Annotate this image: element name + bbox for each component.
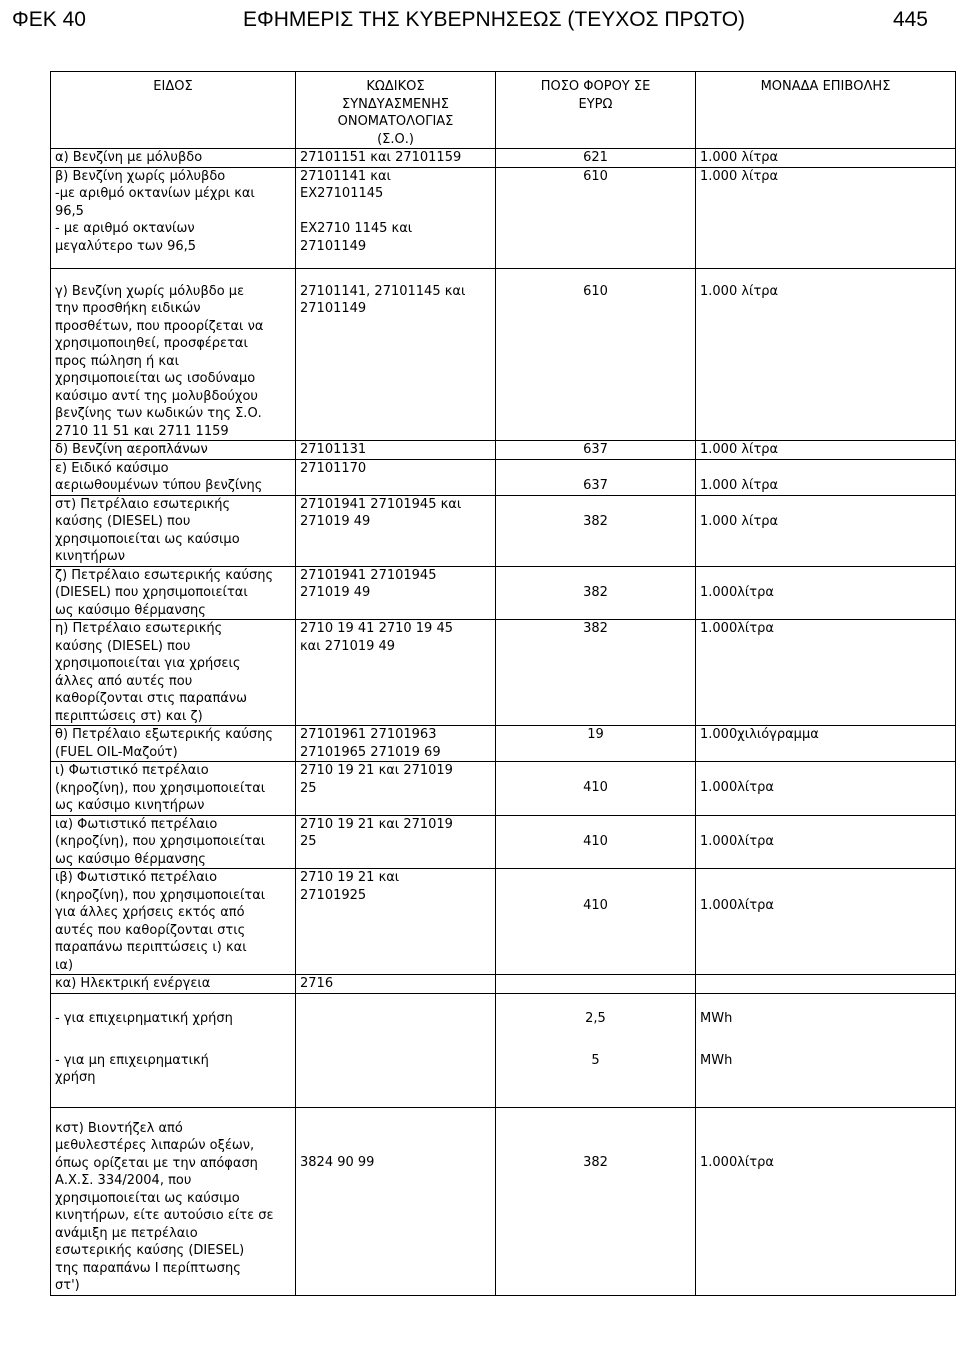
row-code: 27101141, 27101145 και 27101149 bbox=[296, 268, 496, 441]
table-row bbox=[51, 495, 956, 566]
row-amount: 382 bbox=[496, 495, 696, 566]
row-code: 2710 19 41 2710 19 45 και 271019 49 bbox=[296, 620, 496, 726]
row-unit: 1.000λίτρα bbox=[696, 762, 956, 816]
table-row bbox=[51, 441, 956, 460]
row-unit: MWh bbox=[696, 1036, 956, 1108]
row-code: 27101941 27101945 και 271019 49 bbox=[296, 495, 496, 566]
row-amount: 382 bbox=[496, 620, 696, 726]
table-row bbox=[51, 869, 956, 975]
row-item: α) Βενζίνη με μόλυβδο bbox=[51, 149, 296, 168]
row-code: 2716 bbox=[296, 975, 496, 994]
row-item: η) Πετρέλαιο εσωτερικής καύσης (DIESEL) που χρησιμοποιείται για χρήσεις άλλες από αυτές που καθορίζονται στις παραπάνω περιπτώσεις στ) και ζ) bbox=[51, 620, 296, 726]
row-code: 27101151 και 27101159 bbox=[296, 149, 496, 168]
table-row bbox=[51, 993, 956, 1036]
row-item: ιβ) Φωτιστικό πετρέλαιο (κηροζίνη), που χρησιμοποιείται για άλλες χρήσεις εκτός από αυτές που καθορίζονται στις παραπάνω περιπτώσεις ι) και ια) bbox=[51, 869, 296, 975]
column-header-item: ΕΙΔΟΣ bbox=[51, 72, 296, 149]
row-item: ια) Φωτιστικό πετρέλαιο (κηροζίνη), που χρησιμοποιείται ως καύσιμο θέρμανσης bbox=[51, 815, 296, 869]
row-item: - για μη επιχειρηματική χρήση bbox=[51, 1036, 296, 1108]
row-amount: 637 bbox=[496, 459, 696, 495]
table-row bbox=[51, 975, 956, 994]
row-code: 3824 90 99 bbox=[296, 1107, 496, 1295]
row-amount: 382 bbox=[496, 1107, 696, 1295]
gazette-title: ΕΦΗΜΕΡΙΣ ΤΗΣ ΚΥΒΕΡΝΗΣΕΩΣ (ΤΕΥΧΟΣ ΠΡΩΤΟ) bbox=[243, 8, 746, 31]
row-unit: MWh bbox=[696, 993, 956, 1036]
row-amount: 410 bbox=[496, 762, 696, 816]
table-row bbox=[51, 149, 956, 168]
row-amount bbox=[496, 975, 696, 994]
row-code: 27101941 27101945 271019 49 bbox=[296, 566, 496, 620]
row-amount: 5 bbox=[496, 1036, 696, 1108]
row-code: 27101961 27101963 27101965 271019 69 bbox=[296, 726, 496, 762]
tax-rates-table bbox=[50, 71, 956, 1296]
row-amount: 382 bbox=[496, 566, 696, 620]
row-item: δ) Βενζίνη αεροπλάνων bbox=[51, 441, 296, 460]
row-unit: 1.000 λίτρα bbox=[696, 268, 956, 441]
page-header bbox=[0, 0, 960, 40]
row-amount: 2,5 bbox=[496, 993, 696, 1036]
table-header-row bbox=[51, 72, 956, 149]
column-header-unit: ΜΟΝΑΔΑ ΕΠΙΒΟΛΗΣ bbox=[696, 72, 956, 149]
row-code: 27101170 bbox=[296, 459, 496, 495]
row-amount: 621 bbox=[496, 149, 696, 168]
row-code: 27101131 bbox=[296, 441, 496, 460]
row-amount: 610 bbox=[496, 268, 696, 441]
row-unit: 1.000λίτρα bbox=[696, 815, 956, 869]
table-row bbox=[51, 1036, 956, 1108]
row-unit: 1.000 λίτρα bbox=[696, 149, 956, 168]
row-unit: 1.000λίτρα bbox=[696, 869, 956, 975]
row-code: 2710 19 21 και 271019 25 bbox=[296, 815, 496, 869]
row-amount: 410 bbox=[496, 815, 696, 869]
row-unit: 1.000 λίτρα bbox=[696, 441, 956, 460]
row-item: κστ) Βιοντήζελ από μεθυλεστέρες λιπαρών οξέων, όπως ορίζεται με την απόφαση Α.Χ.Σ. 334/2004, που χρησιμοποιείται ως καύσιμο κινητήρων, είτε αυτούσιο είτε σε ανάμιξη με πετρέλαιο εσωτερικής καύσης (DIESEL) της παραπάνω Ι περίπτωσης στ') bbox=[51, 1107, 296, 1295]
row-unit: 1.000 λίτρα bbox=[696, 167, 956, 268]
row-unit: 1.000 λίτρα bbox=[696, 495, 956, 566]
column-header-amount: ΠΟΣΟ ΦΟΡΟΥ ΣΕ ΕΥΡΩ bbox=[496, 72, 696, 149]
row-code: 27101141 και ΕΧ27101145 ΕΧ2710 1145 και 27101149 bbox=[296, 167, 496, 268]
table-row bbox=[51, 620, 956, 726]
table-row bbox=[51, 815, 956, 869]
column-header-code: ΚΩΔΙΚΟΣ ΣΥΝΔΥΑΣΜΕΝΗΣ ΟΝΟΜΑΤΟΛΟΓΙΑΣ (Σ.Ο.) bbox=[296, 72, 496, 149]
row-item: - για επιχειρηματική χρήση bbox=[51, 993, 296, 1036]
row-unit: 1.000λίτρα bbox=[696, 620, 956, 726]
row-item: θ) Πετρέλαιο εξωτερικής καύσης (FUEL OIL-Μαζούτ) bbox=[51, 726, 296, 762]
table-row bbox=[51, 762, 956, 816]
row-item: στ) Πετρέλαιο εσωτερικής καύσης (DIESEL) που χρησιμοποιείται ως καύσιμο κινητήρων bbox=[51, 495, 296, 566]
row-code: 2710 19 21 και 271019 25 bbox=[296, 762, 496, 816]
row-unit: 1.000λίτρα bbox=[696, 566, 956, 620]
row-unit: 1.000 λίτρα bbox=[696, 459, 956, 495]
table-row bbox=[51, 167, 956, 268]
gazette-issue: ΦΕΚ 40 bbox=[12, 8, 86, 31]
row-code bbox=[296, 1036, 496, 1108]
row-item: ε) Ειδικό καύσιμο αεριωθουμένων τύπου βενζίνης bbox=[51, 459, 296, 495]
row-amount: 610 bbox=[496, 167, 696, 268]
row-unit: 1.000χιλιόγραμμα bbox=[696, 726, 956, 762]
row-amount: 19 bbox=[496, 726, 696, 762]
row-unit bbox=[696, 975, 956, 994]
row-item: γ) Βενζίνη χωρίς μόλυβδο με την προσθήκη ειδικών προσθέτων, που προορίζεται να χρησιμοποιηθεί, προσφέρεται προς πώληση ή και χρησιμοποιείται ως ισοδύναμο καύσιμο αντί της μολυβδούχου βενζίνης των κωδικών της Σ.Ο. 2710 11 51 και 2711 1159 bbox=[51, 268, 296, 441]
row-code bbox=[296, 993, 496, 1036]
row-amount: 410 bbox=[496, 869, 696, 975]
row-code: 2710 19 21 και 27101925 bbox=[296, 869, 496, 975]
table-row bbox=[51, 459, 956, 495]
row-amount: 637 bbox=[496, 441, 696, 460]
table-row bbox=[51, 268, 956, 441]
row-unit: 1.000λίτρα bbox=[696, 1107, 956, 1295]
table-row bbox=[51, 566, 956, 620]
table-row bbox=[51, 1107, 956, 1295]
page-number: 445 bbox=[892, 8, 928, 31]
row-item: ζ) Πετρέλαιο εσωτερικής καύσης (DIESEL) που χρησιμοποιείται ως καύσιμο θέρμανσης bbox=[51, 566, 296, 620]
row-item: ι) Φωτιστικό πετρέλαιο (κηροζίνη), που χρησιμοποιείται ως καύσιμο κινητήρων bbox=[51, 762, 296, 816]
table-row bbox=[51, 726, 956, 762]
row-item: κα) Ηλεκτρική ενέργεια bbox=[51, 975, 296, 994]
row-item: β) Βενζίνη χωρίς μόλυβδο -με αριθμό οκτανίων μέχρι και 96,5 - με αριθμό οκτανίων μεγαλύτερο των 96,5 bbox=[51, 167, 296, 268]
